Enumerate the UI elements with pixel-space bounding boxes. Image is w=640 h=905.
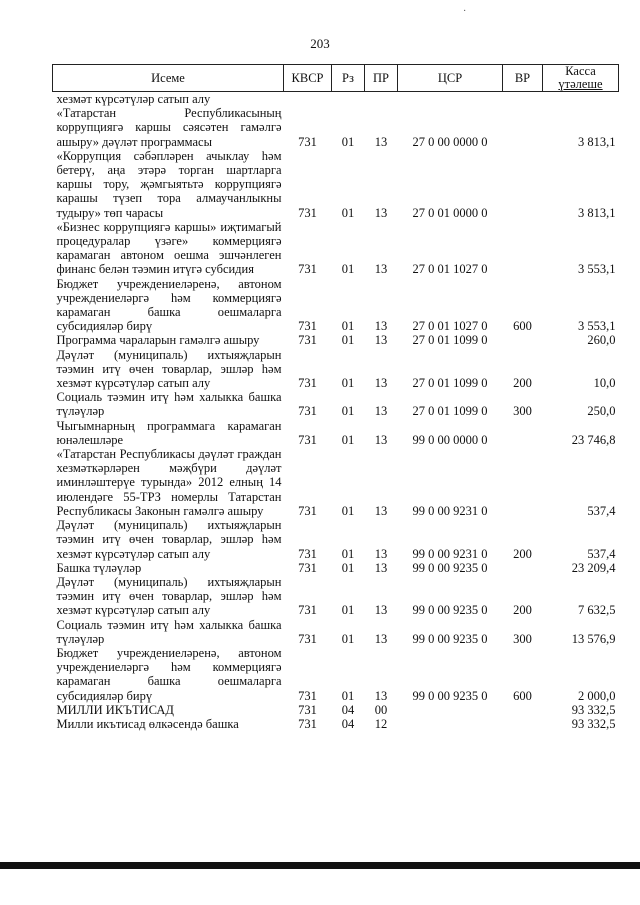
row-rz: 01	[341, 603, 355, 618]
row-pr: 13	[374, 319, 388, 334]
row-pr: 13	[374, 262, 388, 277]
row-kvsr: 731	[298, 376, 317, 391]
row-csr: 27 0 01 1027 0	[412, 262, 488, 277]
header-rz: Рз	[332, 65, 365, 92]
header-name: Исеме	[53, 65, 284, 92]
row-name: Бюджет учреждениеләренә, автоном учреждениеләргә һәм коммерциягә карамаган башка оешмаларга субсидияләр бирү	[56, 276, 282, 334]
row-vr	[503, 447, 543, 518]
row-rz: 01	[341, 432, 355, 447]
row-name: Башка түләүләр	[56, 560, 142, 575]
table-row	[53, 646, 619, 703]
table-row	[53, 220, 619, 277]
row-name: Дәүләт (муниципаль) ихтыяҗларын тәэмин итү өчен товарлар, эшләр һәм хезмәт күрсәтүләр сатып алу	[56, 574, 282, 618]
header-kassa-line1: Касса	[565, 64, 596, 78]
table-row	[53, 618, 619, 646]
table-row	[53, 419, 619, 447]
row-kvsr: 731	[298, 134, 317, 149]
row-name: Дәүләт (муниципаль) ихтыяҗларын тәэмин итү өчен товарлар, эшләр һәм хезмәт күрсәтүләр сатып алу	[56, 347, 282, 391]
row-pr: 12	[374, 716, 388, 731]
row-pr: 13	[374, 546, 388, 561]
row-vr: 300	[513, 404, 532, 419]
row-kassa: 2 000,0	[578, 688, 616, 703]
header-vr: ВР	[503, 65, 543, 92]
row-kassa: 10,0	[593, 376, 616, 391]
row-vr	[503, 333, 543, 347]
row-rz: 01	[341, 631, 355, 646]
table-row	[53, 92, 619, 107]
row-kassa: 3 813,1	[578, 134, 616, 149]
row-vr	[503, 220, 543, 277]
row-rz: 01	[341, 319, 355, 334]
row-vr: 300	[513, 631, 532, 646]
header-kassa	[543, 65, 619, 92]
row-rz: 01	[341, 546, 355, 561]
row-kassa: 3 553,1	[578, 319, 616, 334]
row-rz: 01	[341, 134, 355, 149]
row-kvsr: 731	[298, 432, 317, 447]
row-csr: 27 0 01 1027 0	[412, 319, 488, 334]
row-kassa: 537,4	[587, 546, 616, 561]
row-csr: 99 0 00 9235 0	[412, 688, 488, 703]
row-pr: 13	[374, 333, 388, 348]
row-csr: 99 0 00 9235 0	[412, 560, 488, 575]
row-csr: 27 0 01 1099 0	[412, 376, 488, 391]
row-kassa: 7 632,5	[578, 603, 616, 618]
row-vr	[503, 703, 543, 717]
row-pr: 13	[374, 134, 388, 149]
row-csr: 99 0 00 9231 0	[412, 503, 488, 518]
row-vr	[503, 106, 543, 149]
row-pr: 13	[374, 631, 388, 646]
header-csr: ЦСР	[398, 65, 503, 92]
row-name: «Коррупция сәбәпләрен ачыклау һәм бетерү, аңа этәрә торган шартларга каршы тору, җәмгыятьтә коррупциягә карашы түзеп тора алмаучанлыкны тудыру» төп чарасы	[56, 148, 282, 220]
row-csr: 27 0 00 0000 0	[412, 134, 488, 149]
row-csr	[398, 92, 503, 107]
row-name: МИЛЛИ ИКЪТИСАД	[56, 702, 174, 717]
budget-table	[52, 64, 619, 731]
table-row	[53, 518, 619, 561]
row-kvsr: 731	[298, 404, 317, 419]
row-kassa: 3 553,1	[578, 262, 616, 277]
row-rz: 01	[341, 262, 355, 277]
row-name: Дәүләт (муниципаль) ихтыяҗларын тәэмин итү өчен товарлар, эшләр һәм хезмәт күрсәтүләр сатып алу	[56, 518, 282, 561]
table-row	[53, 561, 619, 575]
row-csr: 27 0 01 1099 0	[412, 404, 488, 419]
row-pr: 00	[374, 702, 388, 717]
row-rz	[332, 92, 365, 107]
row-rz: 01	[341, 376, 355, 391]
table-header-row	[53, 65, 619, 92]
table-row	[53, 703, 619, 717]
row-rz: 04	[341, 716, 355, 731]
row-csr: 99 0 00 9231 0	[412, 546, 488, 561]
table-row	[53, 717, 619, 731]
row-kvsr: 731	[298, 319, 317, 334]
row-kvsr: 731	[298, 546, 317, 561]
row-vr: 200	[513, 546, 532, 561]
row-name: Программа чараларын гамәлгә ашыру	[56, 333, 260, 348]
row-name: Милли икътисад өлкәсендә башка	[56, 716, 239, 731]
table-body	[53, 92, 619, 732]
row-kassa: 93 332,5	[571, 716, 616, 731]
row-name: Бюджет учреждениеләренә, автоном учреждениеләргә һәм коммерциягә карамаган башка оешмаларга субсидияләр бирү	[56, 645, 282, 703]
row-name: хезмәт күрсәтүләр сатып алу	[53, 92, 284, 107]
table-row	[53, 277, 619, 334]
row-kassa: 23 746,8	[571, 432, 616, 447]
table-row	[53, 149, 619, 220]
row-rz: 01	[341, 205, 355, 220]
row-pr: 13	[374, 688, 388, 703]
scan-bottom-bar	[0, 862, 640, 869]
row-pr: 13	[374, 404, 388, 419]
row-kvsr: 731	[298, 702, 317, 717]
row-rz: 01	[341, 688, 355, 703]
row-kvsr: 731	[298, 560, 317, 575]
header-pr: ПР	[365, 65, 398, 92]
row-csr: 99 0 00 0000 0	[412, 432, 488, 447]
table-row	[53, 348, 619, 391]
row-pr	[365, 92, 398, 107]
row-kassa: 93 332,5	[571, 702, 616, 717]
row-csr	[398, 703, 503, 717]
row-kassa: 250,0	[587, 404, 616, 419]
row-csr	[398, 717, 503, 731]
row-name: «Татарстан Республикасы дәүләт граждан хезмәткәрләрен мәҗбүри дәүләт иминләштерүе турында» 2012 елның 14 июлендәге 55-ТРЗ номерлы Татарстан Республикасы Законын гамәлгә ашыру	[56, 447, 282, 518]
page-number: 203	[310, 36, 330, 51]
row-vr	[503, 419, 543, 447]
row-name: «Бизнес коррупциягә каршы» иҗтимагый процедуралар үзәге» коммерциягә карамаган автоном оешма эшчәнлеген финанс белән тәэмин итүгә субсидия	[56, 219, 282, 277]
row-kvsr: 731	[298, 631, 317, 646]
row-kassa: 23 209,4	[571, 560, 616, 575]
table-row	[53, 333, 619, 347]
row-rz: 01	[341, 560, 355, 575]
table-row	[53, 390, 619, 418]
row-pr: 13	[374, 205, 388, 220]
row-name: Социаль тәэмин итү һәм халыкка башка түләүләр	[56, 390, 282, 419]
row-vr: 200	[513, 376, 532, 391]
row-name: «Татарстан Республикасының коррупциягә каршы сәясәтен гамәлгә ашыру» дәүләт программасы	[56, 106, 282, 149]
row-pr: 13	[374, 560, 388, 575]
table-row	[53, 447, 619, 518]
row-pr: 13	[374, 503, 388, 518]
row-kvsr: 731	[298, 716, 317, 731]
row-kvsr: 731	[298, 262, 317, 277]
row-kassa: 3 813,1	[578, 205, 616, 220]
table-row	[53, 575, 619, 618]
row-pr: 13	[374, 603, 388, 618]
row-pr: 13	[374, 376, 388, 391]
row-vr	[503, 717, 543, 731]
row-name: Чыгымнарның программага карамаган юнәлешләре	[56, 418, 282, 447]
row-vr: 600	[513, 688, 532, 703]
row-kvsr: 731	[298, 603, 317, 618]
row-kvsr	[284, 92, 332, 107]
header-kvsr: КВСР	[284, 65, 332, 92]
row-rz: 01	[341, 503, 355, 518]
row-csr: 27 0 01 1099 0	[412, 333, 488, 348]
row-kassa: 260,0	[587, 333, 616, 348]
row-vr	[503, 561, 543, 575]
row-csr: 27 0 01 0000 0	[412, 205, 488, 220]
header-kassa-line2: үтәлеше	[558, 77, 603, 91]
row-vr	[503, 92, 543, 107]
row-vr	[503, 149, 543, 220]
scan-mark: ·	[463, 6, 467, 17]
row-rz: 01	[341, 404, 355, 419]
row-rz: 01	[341, 333, 355, 348]
row-vr: 200	[513, 603, 532, 618]
row-kassa: 537,4	[587, 503, 616, 518]
row-kvsr: 731	[298, 205, 317, 220]
row-kassa	[543, 92, 619, 107]
row-kassa: 13 576,9	[571, 631, 616, 646]
table-row	[53, 106, 619, 149]
row-kvsr: 731	[298, 333, 317, 348]
row-rz: 04	[341, 702, 355, 717]
row-csr: 99 0 00 9235 0	[412, 631, 488, 646]
row-name: Социаль тәэмин итү һәм халыкка башка түләүләр	[56, 617, 282, 646]
row-pr: 13	[374, 432, 388, 447]
row-kvsr: 731	[298, 688, 317, 703]
row-kvsr: 731	[298, 503, 317, 518]
row-csr: 99 0 00 9235 0	[412, 603, 488, 618]
row-vr: 600	[513, 319, 532, 334]
